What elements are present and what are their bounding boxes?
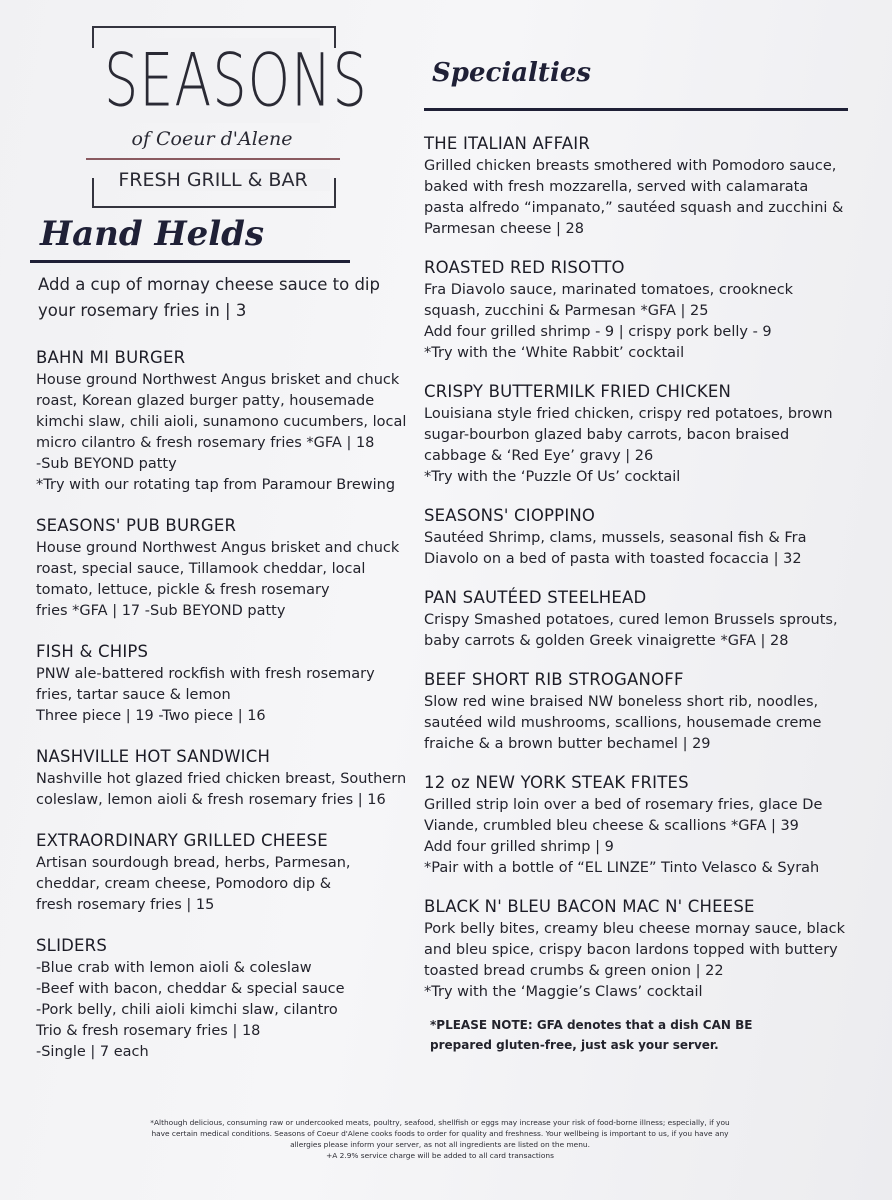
menu-item-title: ROASTED RED RISOTTO — [424, 258, 625, 277]
menu-item-title: THE ITALIAN AFFAIR — [424, 134, 591, 153]
menu-item-description: House ground Northwest Angus brisket and chuck roast, special sauce, Tillamook cheddar, local tomato, lettuce, pickle & fresh rosemary fries *GFA | 17 -Sub BEYOND patty — [36, 540, 400, 619]
menu-item — [36, 934, 416, 1063]
menu-item-title: SEASONS' CIOPPINO — [424, 506, 596, 525]
menu-item — [424, 668, 854, 755]
menu-item-description: Fra Diavolo sauce, marinated tomatoes, crookneck squash, zucchini & Parmesan *GFA | 25 Add four grilled shrimp - 9 | crispy pork belly - 9 *Try with the ‘White Rabbit’ cocktail — [424, 282, 794, 361]
section-heading-hand-helds: Hand Helds — [40, 214, 265, 254]
specialties-column — [424, 132, 854, 1055]
menu-item-description: House ground Northwest Angus brisket and chuck roast, Korean glazed burger patty, housemade kimchi slaw, chili aioli, sunamono cucumbers, local micro cilantro & fresh rosemary fries *GFA | 18 -Sub BEYOND patty *Try with our rotating tap from Paramour Brewing — [36, 372, 407, 493]
menu-item-description: Artisan sourdough bread, herbs, Parmesan, cheddar, cream cheese, Pomodoro dip & fresh rosemary fries | 15 — [36, 855, 351, 913]
menu-item-title: SEASONS' PUB BURGER — [36, 516, 237, 535]
menu-item — [36, 514, 416, 622]
menu-item — [424, 256, 854, 364]
hand-helds-intro: Add a cup of mornay cheese sauce to dip your rosemary fries in | 3 — [38, 275, 380, 320]
menu-item-description: Louisiana style fried chicken, crispy red potatoes, brown sugar-bourbon glazed baby carrots, bacon braised cabbage & ‘Red Eye’ gravy | 26 *Try with the ‘Puzzle Of Us’ cocktail — [424, 406, 833, 485]
hand-helds-column — [36, 270, 416, 1081]
logo-tagline: FRESH GRILL & BAR — [96, 169, 330, 191]
menu-item-description: Slow red wine braised NW boneless short rib, noodles, sautéed wild mushrooms, scallions, housemade creme fraiche & a brown butter bechamel | 29 — [424, 694, 822, 752]
menu-item-title: BLACK N' BLEU BACON MAC N' CHEESE — [424, 897, 755, 916]
menu-item-title: BAHN MI BURGER — [36, 348, 186, 367]
menu-item — [36, 640, 416, 727]
menu-item — [36, 829, 416, 916]
menu-item-description: PNW ale-battered rockfish with fresh rosemary fries, tartar sauce & lemon Three piece | 19 -Two piece | 16 — [36, 666, 375, 724]
menu-item — [424, 380, 854, 488]
menu-item — [424, 895, 854, 1003]
specialties-underline — [424, 108, 848, 111]
menu-item-description: Nashville hot glazed fried chicken breast, Southern coleslaw, lemon aioli & fresh rosemary fries | 16 — [36, 771, 407, 808]
menu-item-description: Sautéed Shrimp, clams, mussels, seasonal fish & Fra Diavolo on a bed of pasta with toasted focaccia | 32 — [424, 530, 807, 567]
menu-item-description: Crispy Smashed potatoes, cured lemon Brussels sprouts, baby carrots & golden Greek vinaigrette *GFA | 28 — [424, 612, 838, 649]
gfa-note: *PLEASE NOTE: GFA denotes that a dish CAN BE prepared gluten-free, just ask your server. — [430, 1018, 753, 1052]
menu-item-title: EXTRAORDINARY GRILLED CHEESE — [36, 831, 328, 850]
menu-item — [36, 346, 416, 496]
section-heading-specialties: Specialties — [432, 58, 591, 88]
menu-item-title: PAN SAUTÉED STEELHEAD — [424, 588, 647, 607]
menu-item — [424, 771, 854, 879]
menu-item-description: -Blue crab with lemon aioli & coleslaw -Beef with bacon, cheddar & special sauce -Pork belly, chili aioli kimchi slaw, cilantro Trio & fresh rosemary fries | 18 -Single | 7 each — [36, 960, 345, 1060]
logo-title: SEASONS — [104, 38, 368, 124]
menu-item-title: 12 oz NEW YORK STEAK FRITES — [424, 773, 689, 792]
menu-item-title: CRISPY BUTTERMILK FRIED CHICKEN — [424, 382, 732, 401]
menu-item-description: Grilled chicken breasts smothered with Pomodoro sauce, baked with fresh mozzarella, served with calamarata pasta alfredo “impanato,” sautéed squash and zucchini & Parmesan cheese | 28 — [424, 158, 844, 237]
menu-item — [36, 745, 416, 811]
menu-item — [424, 132, 854, 240]
logo-subtitle: of Coeur d'Alene — [131, 128, 293, 150]
menu-item — [424, 504, 854, 570]
menu-item-description: Pork belly bites, creamy bleu cheese mornay sauce, black and bleu spice, crispy bacon lardons topped with buttery toasted bread crumbs & green onion | 22 *Try with the ‘Maggie’s Claws’ cocktail — [424, 921, 846, 1000]
menu-item-title: NASHVILLE HOT SANDWICH — [36, 747, 271, 766]
menu-item — [424, 586, 854, 652]
disclaimer-footer: *Although delicious, consuming raw or undercooked meats, poultry, seafood, shellfish or eggs may increase your risk of food-borne illness; especially, if you have certain medical conditions. Seasons of Coeur d'Alene cooks foods to order for quality and freshness. Your wellbeing is important to us, if you have any allergies please inform your server, as not all ingredients are listed on the menu. +A 2.9% service charge will be added to all card transactions — [150, 1118, 730, 1160]
menu-item-title: SLIDERS — [36, 936, 108, 955]
menu-item-title: FISH & CHIPS — [36, 642, 149, 661]
hand-helds-underline — [30, 260, 350, 263]
logo-divider — [86, 158, 340, 160]
menu-item-description: Grilled strip loin over a bed of rosemary fries, glace De Viande, crumbled bleu cheese & scallions *GFA | 39 Add four grilled shrimp | 9 *Pair with a bottle of “EL LINZE” Tinto Velasco & Syrah — [424, 797, 823, 876]
menu-item-title: BEEF SHORT RIB STROGANOFF — [424, 670, 684, 689]
